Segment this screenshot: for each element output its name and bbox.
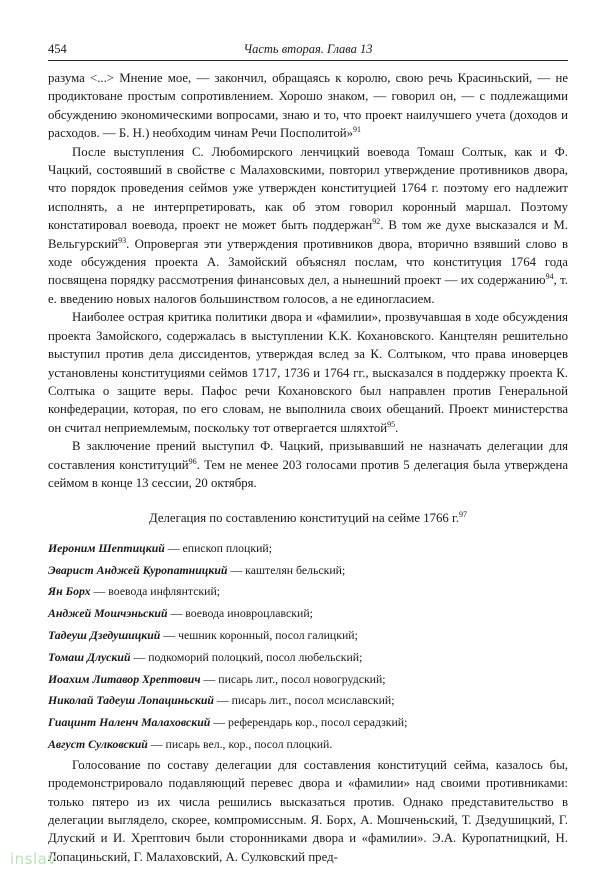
list-item: Тадеуш Дзедушицкий — чешник коронный, посол галицкий; — [48, 627, 358, 642]
watermark-text: inslav — [10, 850, 57, 868]
running-header — [48, 40, 568, 61]
book-page — [48, 40, 568, 866]
list-item: Николай Тадеуш Лопациньский — писарь лит., посол мсиславский; — [48, 693, 395, 708]
list-item: Ян Борх — воевода инфлянтский; — [48, 584, 221, 599]
footnote-ref: 93 — [118, 235, 127, 245]
list-item: Томаш Длуский — подкоморий полоцкий, посол любельский; — [48, 649, 363, 664]
paragraph-4: В заключение прений выступил Ф. Чацкий, призывавший не назначать делегации для составления конституций$^{96}$. Тем не менее 203 голосами против 5 делегация была утверждена сеймом в конце 13 сессии, 20 октября. — [48, 439, 568, 490]
list-item: Гиацинт Наленч Малаховский — референдарь кор., посол серадзкий; — [48, 715, 408, 730]
list-item: Август Сулковский — писарь вел., кор., посол плоцкий. — [48, 736, 333, 751]
running-title: Часть вторая. Глава 13 — [243, 42, 373, 56]
list-item: Иоахим Литавор Хрептович — писарь лит., посол новогрудский; — [48, 671, 386, 686]
footnote-ref: 92 — [372, 217, 381, 227]
section-heading: Делегация по составлению конституций на сейме 1766 г.$^{97}$ — [148, 510, 468, 526]
list-item: Иероним Шептицкий — епископ плоцкий; — [48, 540, 272, 555]
footnote-ref: 94 — [545, 272, 554, 282]
paragraph-5: Голосование по составу делегации для составления конституций сейма, казалось бы, продемонстрировало подавляющий перевес двора и «фамилии» над своими противниками: только пятеро из их числа решились высказаться против. Однако представительство в делегации выглядело, скорее, компромиссным. Я. Борх, А. Мошченьский, Т. Дзедушицкий, Г. Длуский и И. Хрептович были сторонниками двора и «фамилии». Э.А. Куропатницкий, Н. Лопациньский, Г. Малаховский, А. Сулковский пред- — [48, 757, 568, 864]
page-body — [48, 69, 568, 866]
paragraph-3: Наиболее острая критика политики двора и «фамилии», прозвучавшая в ходе обсуждения проекта Замойского, содержалась в выступлении К.К. Кохановского. Канцтелян решительно выступил против дела диссидентов, утверждая вслед за К. Солтыком, что права иноверцев установлены конституциями сеймов 1717, 1736 и 1764 гг., высказался в поддержку проекта К. Солтыка о защите веры. Пафос речи Кохановского был направлен против Генеральной конфедерации, которая, по его словам, не выполнила своих обещаний. Проект министерства он считал неприемлемым, поскольку тот отвергается шляхтой$^{95}$. — [48, 310, 568, 435]
paragraph-1: разума <...> Мнение мое, — закончил, обращаясь к королю, свою речь Красиньский, — не продиктоване простым сопротивлением. Хорошо знаком, — говорил он, — с подлежащими обсуждению экономическими вопросами, знаю и то, что проект наилучшего учета (доходов и расходов. — Б. Н.) необходим чинам Речи Посполитой»$^{91}$ — [48, 71, 568, 141]
footnote-ref: 96 — [188, 456, 197, 466]
footnote-ref: 97 — [459, 510, 468, 520]
delegation-list — [48, 538, 568, 756]
list-item: Эварист Анджей Куропатницкий — каштелян бельский; — [48, 562, 346, 577]
page-number: 454 — [48, 42, 67, 56]
list-item: Анджей Мошчэньский — воевода иноврoцлавский; — [48, 606, 313, 621]
footnote-ref: 91 — [353, 125, 361, 135]
footnote-ref: 95 — [387, 419, 396, 429]
paragraph-2: После выступления С. Любомирского ленчицкий воевода Томаш Солтык, как и Ф. Чацкий, состоявший в свойстве с Малаховскими, повторил утверждение противников двора, что порядок проведения сеймов уже утвержден конституцией 1764 г. поэтому его надлежит исполнять, а не интерпретировать, как об этом говорил коронный маршал. Поэтому констатировал воевода, проект не может быть поддержан$^{92}$. В том же духе высказался и М. Вельгурский$^{93}$. Опровергая эти утверждения противников двора, вторично взявший слово в ходе обсуждения проекта А. Замойский объяснял послам, что конституция 1764 года посвящена порядку рассмотрения финансовых дел, а нынешний проект — их содержанию$^{94}$, т. е. введению новых налогов большинством голосов, а не единогласием. — [48, 144, 569, 306]
